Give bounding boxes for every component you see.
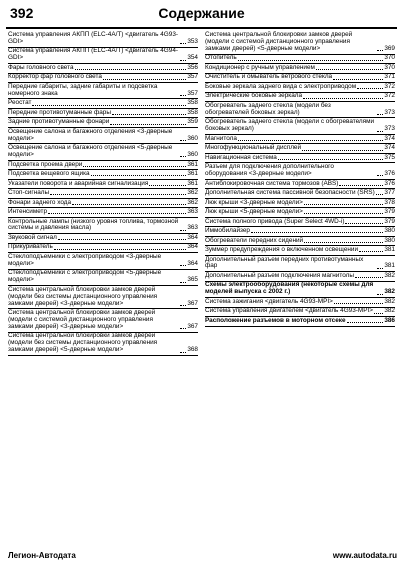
toc-leader-dots: [339, 185, 383, 186]
toc-entry-title: Реостат: [8, 99, 32, 107]
toc-page-number: 356: [187, 63, 198, 71]
toc-entry: [8, 254, 198, 268]
toc-page-number: 363: [187, 208, 198, 216]
toc-leader-dots: [304, 204, 383, 205]
toc-leader-dots: [48, 213, 186, 214]
toc-page-number: 382: [384, 288, 395, 296]
toc-entry-title: Система управления АКПП (ELC-4A/T) <двигатель 4G94-GDI>: [8, 47, 178, 62]
toc-leader-dots: [180, 352, 186, 353]
toc-entry: [205, 190, 395, 197]
toc-entry: [8, 200, 198, 207]
toc-page-number: 362: [187, 198, 198, 206]
toc-entry-title: Освещение салона и багажного отделения <3-дверные модели>: [8, 127, 173, 142]
toc-leader-dots: [149, 185, 186, 186]
toc-entry: [8, 65, 198, 72]
toc-page-number: 370: [384, 63, 395, 71]
toc-entry: [8, 74, 198, 81]
toc-entry: [8, 162, 198, 169]
toc-right-column: [205, 32, 395, 327]
footer-publisher: Легион-Автодата: [8, 551, 76, 560]
toc-page-number: 376: [384, 170, 395, 178]
toc-entry: [205, 181, 395, 188]
toc-entry: [205, 209, 395, 216]
toc-entry: [205, 308, 395, 315]
toc-page-number: 361: [187, 179, 198, 187]
toc-page-number: 369: [384, 44, 395, 52]
toc-leader-dots: [302, 150, 383, 151]
toc-entry: [8, 110, 198, 117]
toc-leader-dots: [334, 303, 383, 304]
toc-entry-title: Интенсиметр: [8, 208, 48, 216]
toc-leader-dots: [180, 305, 186, 306]
toc-entry: [205, 219, 395, 226]
toc-entry-title: Люк крыши <3-дверные модели>: [205, 198, 303, 206]
toc-page-number: 357: [187, 89, 198, 97]
toc-leader-dots: [357, 88, 383, 89]
toc-entry-title: Разъем для подключения дополнительного оборудования <3-дверные модели>: [205, 163, 334, 178]
toc-page-number: 378: [384, 198, 395, 206]
toc-entry-title: Прикуриватель: [8, 243, 53, 251]
toc-entry-title: Дополнительный разъем передних противотуманных фар: [205, 255, 364, 270]
toc-page-number: 360: [187, 134, 198, 142]
toc-entry-title: Дополнительная система пассивной безопасности (SRS): [205, 189, 375, 197]
toc-page-number: 382: [384, 271, 395, 279]
toc-entry: [205, 200, 395, 207]
toc-page-number: 358: [187, 99, 198, 107]
toc-page-number: 374: [384, 134, 395, 142]
toc-entry: [8, 48, 198, 62]
toc-page-number: 380: [384, 236, 395, 244]
toc-entry: [205, 32, 395, 53]
toc-entry: [8, 244, 198, 251]
toc-entry: [205, 84, 395, 91]
toc-entry-title: Система центральной блокировки замков дверей (модели без системы дистанционного управления замками дверей) <5-дверные модели>: [8, 332, 158, 354]
toc-leader-dots: [345, 223, 383, 224]
toc-page-number: 382: [384, 297, 395, 305]
toc-entry-title: Навигационная система: [205, 153, 277, 161]
page-header: [6, 2, 397, 28]
toc-page-number: 358: [187, 108, 198, 116]
toc-page-number: 362: [187, 189, 198, 197]
toc-leader-dots: [238, 60, 384, 61]
toc-leader-dots: [75, 69, 187, 70]
toc-entry-title: Фары головного света: [8, 63, 74, 71]
toc-entry: [8, 181, 198, 188]
toc-page-number: 371: [384, 73, 395, 81]
toc-entry: [205, 119, 395, 133]
toc-entry: [8, 310, 198, 331]
toc-leader-dots: [91, 175, 187, 176]
page-title: Содержание: [158, 5, 245, 21]
toc-entry: [8, 129, 198, 143]
toc-entry-title: Боковые зеркала заднего вида с электроприводом: [205, 82, 357, 90]
toc-page-number: 357: [187, 73, 198, 81]
toc-entry: [205, 164, 395, 178]
toc-leader-dots: [180, 43, 186, 44]
toc-page-number: 360: [187, 151, 198, 159]
toc-entry-title: Зуммер предупреждения о включенном освещении: [205, 246, 359, 254]
toc-leader-dots: [377, 50, 383, 51]
toc-leader-dots: [83, 166, 186, 167]
toc-entry-title: Стеклоподъемники с электроприводом <3-дверные модели>: [8, 252, 162, 267]
toc-entry: [205, 65, 395, 72]
toc-entry-title: Система зажигания <двигатель 4G93-MPI>: [205, 297, 333, 305]
toc-separator: [8, 355, 198, 356]
toc-page-number: 372: [384, 92, 395, 100]
toc-entry: [8, 145, 198, 159]
toc-entry-title: Люк крыши <5-дверные модели>: [205, 208, 303, 216]
toc-page-number: 367: [187, 299, 198, 307]
toc-separator: [205, 326, 395, 327]
toc-entry-title: Контрольные лампы (низкого уровня топлива, тормозной системы и давления масла): [8, 217, 179, 232]
toc-page-number: 382: [384, 307, 395, 315]
toc-page-number: 365: [187, 276, 198, 284]
toc-entry: [8, 100, 198, 107]
toc-entry: [205, 74, 395, 81]
toc-leader-dots: [377, 114, 383, 115]
toc-entry: [8, 333, 198, 354]
toc-entry-title: Передние габариты, задние габариты и подсветка номерного знака: [8, 82, 158, 97]
toc-entry: [8, 119, 198, 126]
toc-leader-dots: [304, 213, 383, 214]
toc-entry-title: Иммобилайзер: [205, 227, 250, 235]
toc-page-number: 363: [187, 224, 198, 232]
toc-leader-dots: [180, 230, 186, 231]
toc-entry: [205, 55, 395, 62]
toc-entry-title: Указатели поворота и аварийная сигнализация: [8, 179, 149, 187]
toc-entry: [205, 273, 395, 280]
toc-entry: [8, 270, 198, 284]
toc-leader-dots: [180, 60, 186, 61]
toc-entry-title: Обогреватель заднего стекла (модели без обогревателей боковых зеркал): [205, 101, 331, 116]
toc-page-number: 373: [384, 108, 395, 116]
toc-entry-title: Подсветка вещевого ящика: [8, 170, 90, 178]
toc-leader-dots: [180, 140, 186, 141]
toc-page-number: 377: [384, 189, 395, 197]
toc-leader-dots: [374, 313, 383, 314]
toc-leader-dots: [180, 156, 186, 157]
toc-entry: [205, 103, 395, 117]
toc-page-number: 386: [384, 316, 395, 324]
toc-entry: [8, 171, 198, 178]
footer-website: www.autodata.ru: [332, 551, 397, 560]
toc-entry-title: Кондиционер с ручным управлением: [205, 63, 315, 71]
header-rule: [6, 27, 397, 29]
toc-entry: [8, 190, 198, 197]
toc-page-number: 354: [187, 54, 198, 62]
toc-leader-dots: [278, 159, 383, 160]
toc-leader-dots: [32, 105, 186, 106]
toc-page-number: 381: [384, 262, 395, 270]
toc-leader-dots: [110, 124, 186, 125]
toc-leader-dots: [50, 194, 186, 195]
toc-entry: [205, 145, 395, 152]
toc-entry-title: Система управления АКПП (ELC-4A/T) <двигатель 4G93-GDI>: [8, 31, 178, 45]
toc-leader-dots: [103, 79, 186, 80]
toc-leader-dots: [180, 282, 186, 283]
toc-entry-title: Система центральной блокировки замков дверей (модели с системой дистанционного управления замками дверей) <5-дверные модели>: [205, 31, 353, 52]
toc-entry: [205, 155, 395, 162]
toc-page-number: 380: [384, 227, 395, 235]
toc-entry: [205, 257, 395, 271]
toc-entry-title: Многофункциональный дисплей: [205, 144, 302, 152]
toc-entry-title: Очиститель и омыватель ветрового стекла: [205, 73, 333, 81]
toc-leader-dots: [355, 277, 383, 278]
toc-page-number: 370: [384, 54, 395, 62]
toc-entry: [205, 299, 395, 306]
toc-leader-dots: [58, 239, 186, 240]
toc-entry-title: Освещение салона и багажного отделения <5-дверные модели>: [8, 144, 173, 159]
toc-entry-title: Стоп-сигналы: [8, 189, 50, 197]
toc-page-number: 353: [187, 37, 198, 45]
toc-entry: [8, 235, 198, 242]
toc-leader-dots: [303, 98, 383, 99]
toc-entry: [205, 238, 395, 245]
toc-leader-dots: [377, 175, 383, 176]
toc-leader-dots: [376, 194, 384, 195]
toc-entry-title: Обогреватель заднего стекла (модели с обогревателями боковых зеркал): [205, 118, 375, 133]
toc-entry: [8, 287, 198, 308]
toc-page-number: 361: [187, 160, 198, 168]
toc-leader-dots: [304, 242, 383, 243]
toc-entry-title: Схемы электрооборудования (некоторые схемы для моделей выпуска с 2002 г.): [205, 281, 374, 296]
toc-leader-dots: [180, 328, 186, 329]
toc-entry-title: Антиблокировочная система тормозов (ABS): [205, 179, 339, 187]
toc-page-number: 376: [384, 179, 395, 187]
toc-page-number: 375: [384, 153, 395, 161]
toc-entry-title: Система полного привода (Super Select 4WD-i): [205, 217, 345, 225]
toc-entry: [8, 219, 198, 233]
toc-entry-title: Звуковой сигнал: [8, 233, 57, 241]
toc-entry: [8, 209, 198, 216]
toc-page-number: 364: [187, 259, 198, 267]
toc-page-number: 379: [384, 208, 395, 216]
toc-entry-title: Корректор фар головного света: [8, 73, 102, 81]
toc-entry-title: Расположение разъемов в моторном отсеке: [205, 316, 346, 324]
toc-entry: [205, 247, 395, 254]
toc-entry-title: Система центральной блокировки замков дверей (модели с системой дистанционного управления замками дверей) <3-дверные модели>: [8, 309, 156, 330]
toc-entry-title: Отопитель: [205, 54, 237, 62]
toc-entry-title: Электрические боковые зеркала: [205, 92, 303, 100]
toc-leader-dots: [112, 114, 186, 115]
toc-left-column: [8, 32, 198, 357]
page-number: 392: [10, 5, 34, 21]
toc-entry: [205, 136, 395, 143]
toc-leader-dots: [251, 232, 383, 233]
toc-entry-title: Система центральной блокировки замков дверей (модели без системы дистанционного управления замками дверей) <3-дверные модели>: [8, 285, 158, 307]
toc-entry-title: Дополнительный разъем подключения магнитолы: [205, 271, 354, 279]
toc-page-number: 364: [187, 233, 198, 241]
toc-leader-dots: [347, 322, 384, 323]
toc-leader-dots: [54, 249, 187, 250]
toc-entry: [205, 318, 395, 325]
toc-leader-dots: [316, 69, 383, 70]
toc-page-number: 372: [384, 82, 395, 90]
toc-page-number: 379: [384, 217, 395, 225]
toc-entry: [205, 282, 395, 296]
toc-page-number: 364: [187, 243, 198, 251]
toc-leader-dots: [359, 251, 383, 252]
toc-leader-dots: [180, 95, 186, 96]
toc-leader-dots: [72, 204, 186, 205]
toc-page-number: 381: [384, 246, 395, 254]
toc-page-number: 373: [384, 125, 395, 133]
toc-leader-dots: [333, 79, 383, 80]
toc-entry-title: Система управления двигателем <двигатель 4G93-MPI>: [205, 307, 374, 315]
toc-page-number: 367: [187, 322, 198, 330]
toc-leader-dots: [180, 265, 186, 266]
toc-entry: [8, 84, 198, 98]
toc-entry: [8, 32, 198, 46]
toc-page-number: 368: [187, 346, 198, 354]
toc-entry-title: Магнитола: [205, 134, 237, 142]
toc-entry-title: Обогреватели передних сидений: [205, 236, 304, 244]
toc-entry: [205, 93, 395, 100]
toc-leader-dots: [377, 268, 383, 269]
toc-page-number: 359: [187, 118, 198, 126]
toc-entry: [205, 228, 395, 235]
toc-page-number: 374: [384, 144, 395, 152]
toc-entry-title: Задние противотуманные фонари: [8, 118, 110, 126]
toc-leader-dots: [377, 294, 383, 295]
toc-entry-title: Стеклоподъемники с электроприводом <5-дверные модели>: [8, 269, 162, 284]
toc-leader-dots: [377, 131, 383, 132]
toc-entry-title: Передние противотуманные фары: [8, 108, 111, 116]
toc-entry-title: Фонари заднего хода: [8, 198, 72, 206]
toc-leader-dots: [238, 140, 383, 141]
toc-entry-title: Подсветка проема двери: [8, 160, 83, 168]
toc-page-number: 361: [187, 170, 198, 178]
